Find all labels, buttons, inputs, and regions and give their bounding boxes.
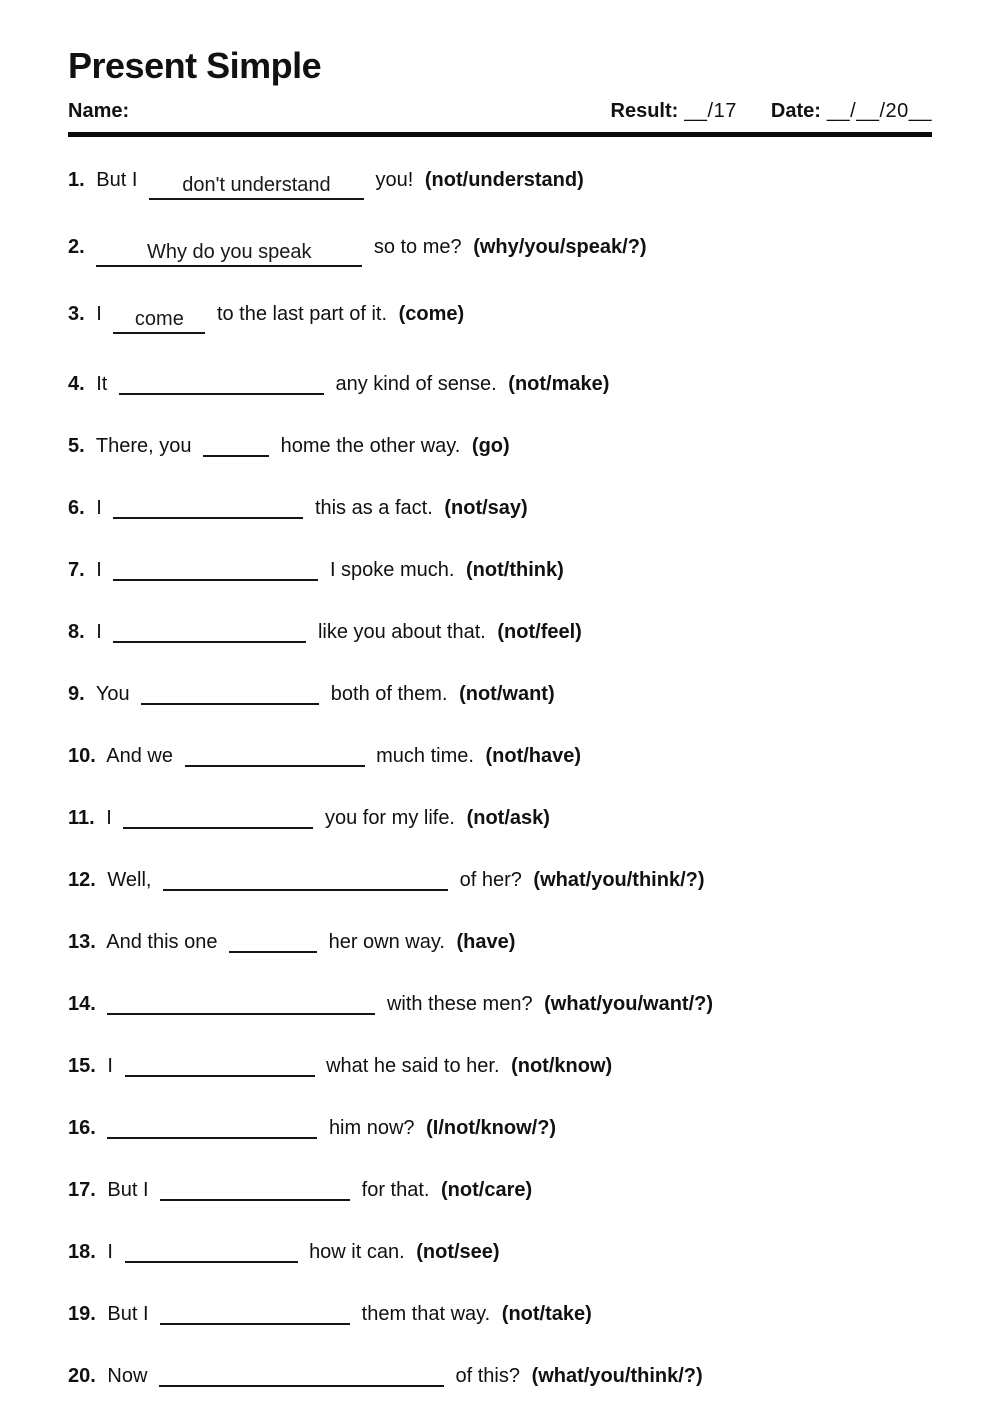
item-post-text: you for my life. bbox=[324, 806, 455, 829]
answer-blank[interactable] bbox=[203, 431, 269, 457]
item-pre-text: I bbox=[96, 496, 102, 519]
item-post-text: much time. bbox=[376, 744, 474, 767]
item-post-text: them that way. bbox=[361, 1302, 491, 1325]
item-post-text: for that. bbox=[361, 1178, 430, 1201]
verb-hint: (not/have) bbox=[485, 744, 582, 767]
item-post-text: to the last part of it. bbox=[216, 302, 388, 325]
date-value[interactable]: __/__/20__ bbox=[826, 99, 932, 122]
item-pre-text: But I bbox=[107, 1302, 149, 1325]
answer-blank[interactable] bbox=[149, 174, 364, 200]
item-pre-text: I bbox=[107, 1054, 113, 1077]
name-label: Name: bbox=[68, 99, 130, 122]
answer-blank[interactable] bbox=[119, 369, 324, 395]
item-number: 20. bbox=[68, 1364, 96, 1387]
item-post-text: you! bbox=[375, 168, 414, 191]
verb-hint: (I/not/know/?) bbox=[426, 1116, 557, 1139]
answer-blank[interactable] bbox=[160, 1299, 350, 1325]
item-post-text: what he said to her. bbox=[326, 1054, 500, 1077]
verb-hint: (go) bbox=[471, 434, 510, 457]
item-post-text: how it can. bbox=[309, 1240, 405, 1263]
item-pre-text: I bbox=[106, 806, 112, 829]
exercise-item bbox=[68, 302, 932, 334]
answer-blank[interactable] bbox=[185, 741, 365, 767]
answer-blank[interactable] bbox=[125, 1051, 315, 1077]
item-post-text: of her? bbox=[459, 868, 522, 891]
page-title: Present Simple bbox=[68, 45, 322, 86]
verb-hint: (have) bbox=[456, 930, 516, 953]
verb-hint: (not/ask) bbox=[466, 806, 550, 829]
verb-hint: (what/you/think/?) bbox=[531, 1364, 703, 1387]
item-number: 14. bbox=[68, 992, 96, 1015]
exercise-item bbox=[68, 741, 932, 768]
item-pre-text: You bbox=[95, 682, 130, 705]
item-pre-text: And we bbox=[106, 744, 173, 767]
exercise-item bbox=[68, 555, 932, 582]
item-pre-text: Now bbox=[107, 1364, 148, 1387]
item-number: 9. bbox=[68, 682, 85, 705]
item-post-text: this as a fact. bbox=[314, 496, 433, 519]
exercise-item bbox=[68, 1237, 932, 1264]
verb-hint: (not/see) bbox=[416, 1240, 500, 1263]
item-pre-text: I bbox=[107, 1240, 113, 1263]
item-post-text: her own way. bbox=[328, 930, 445, 953]
item-number: 2. bbox=[68, 235, 85, 258]
worksheet-header bbox=[68, 100, 932, 137]
verb-hint: (what/you/think/?) bbox=[533, 868, 705, 891]
exercise-item bbox=[68, 989, 932, 1016]
item-pre-text: Well, bbox=[107, 868, 152, 891]
verb-hint: (not/feel) bbox=[497, 620, 582, 643]
item-pre-text: I bbox=[96, 620, 102, 643]
exercise-item bbox=[68, 1051, 932, 1078]
exercise-item bbox=[68, 1175, 932, 1202]
answer-blank[interactable] bbox=[229, 927, 317, 953]
item-number: 10. bbox=[68, 744, 96, 767]
item-number: 19. bbox=[68, 1302, 96, 1325]
verb-hint: (not/care) bbox=[441, 1178, 533, 1201]
item-post-text: I spoke much. bbox=[329, 558, 455, 581]
item-post-text: so to me? bbox=[373, 235, 462, 258]
item-pre-text: I bbox=[96, 302, 102, 325]
item-post-text: home the other way. bbox=[280, 434, 461, 457]
answer-blank[interactable] bbox=[113, 308, 205, 334]
item-number: 16. bbox=[68, 1116, 96, 1139]
exercise-item bbox=[68, 803, 932, 830]
item-pre-text: It bbox=[96, 372, 108, 395]
item-number: 3. bbox=[68, 302, 85, 325]
item-post-text: any kind of sense. bbox=[335, 372, 497, 395]
item-post-text: like you about that. bbox=[317, 620, 486, 643]
verb-hint: (not/understand) bbox=[424, 168, 584, 191]
answer-blank[interactable] bbox=[123, 803, 313, 829]
item-post-text: both of them. bbox=[330, 682, 448, 705]
exercise-item bbox=[68, 1299, 932, 1326]
item-number: 11. bbox=[68, 806, 95, 829]
verb-hint: (not/think) bbox=[466, 558, 564, 581]
exercise-item bbox=[68, 431, 932, 458]
exercise-item bbox=[68, 927, 932, 954]
item-post-text: of this? bbox=[455, 1364, 520, 1387]
item-number: 8. bbox=[68, 620, 85, 643]
result-value[interactable]: __/17 bbox=[684, 99, 737, 122]
item-pre-text: But I bbox=[107, 1178, 149, 1201]
verb-hint: (not/want) bbox=[459, 682, 555, 705]
item-number: 1. bbox=[68, 168, 85, 191]
answer-blank[interactable] bbox=[107, 1113, 317, 1139]
answer-text: Why do you speak bbox=[146, 240, 312, 263]
item-number: 4. bbox=[68, 372, 85, 395]
exercise-item bbox=[68, 1113, 932, 1140]
verb-hint: (come) bbox=[398, 302, 465, 325]
exercise-item bbox=[68, 235, 932, 267]
exercise-item bbox=[68, 865, 932, 892]
item-number: 5. bbox=[68, 434, 85, 457]
answer-blank[interactable] bbox=[141, 679, 319, 705]
item-pre-text: I bbox=[96, 558, 102, 581]
item-number: 7. bbox=[68, 558, 85, 581]
answer-blank[interactable] bbox=[160, 1175, 350, 1201]
item-number: 13. bbox=[68, 930, 96, 953]
answer-blank[interactable] bbox=[159, 1361, 444, 1387]
exercise-item bbox=[68, 369, 932, 396]
verb-hint: (not/take) bbox=[501, 1302, 592, 1325]
answer-blank[interactable] bbox=[113, 493, 303, 519]
item-number: 6. bbox=[68, 496, 85, 519]
item-pre-text: There, you bbox=[95, 434, 192, 457]
item-number: 12. bbox=[68, 868, 96, 891]
exercise-item bbox=[68, 493, 932, 520]
verb-hint: (what/you/want/?) bbox=[544, 992, 714, 1015]
answer-blank[interactable] bbox=[163, 865, 448, 891]
exercise-item bbox=[68, 617, 932, 644]
exercise-item bbox=[68, 679, 932, 706]
answer-blank[interactable] bbox=[113, 555, 318, 581]
answer-text: don't understand bbox=[182, 173, 331, 196]
verb-hint: (why/you/speak/?) bbox=[473, 235, 647, 258]
exercise-list bbox=[68, 168, 932, 1388]
answer-blank[interactable] bbox=[96, 241, 362, 267]
verb-hint: (not/know) bbox=[511, 1054, 613, 1077]
answer-blank[interactable] bbox=[113, 617, 306, 643]
exercise-item bbox=[68, 1361, 932, 1388]
verb-hint: (not/say) bbox=[444, 496, 528, 519]
item-pre-text: And this one bbox=[106, 930, 218, 953]
answer-text: come bbox=[134, 307, 184, 330]
date-label: Date: bbox=[770, 99, 821, 122]
answer-blank[interactable] bbox=[125, 1237, 298, 1263]
item-post-text: with these men? bbox=[386, 992, 533, 1015]
item-post-text: him now? bbox=[328, 1116, 415, 1139]
answer-blank[interactable] bbox=[107, 989, 375, 1015]
item-number: 15. bbox=[68, 1054, 96, 1077]
item-number: 17. bbox=[68, 1178, 96, 1201]
item-pre-text: But I bbox=[96, 168, 138, 191]
item-number: 18. bbox=[68, 1240, 96, 1263]
exercise-item bbox=[68, 168, 932, 200]
result-label: Result: bbox=[610, 99, 679, 122]
verb-hint: (not/make) bbox=[508, 372, 610, 395]
